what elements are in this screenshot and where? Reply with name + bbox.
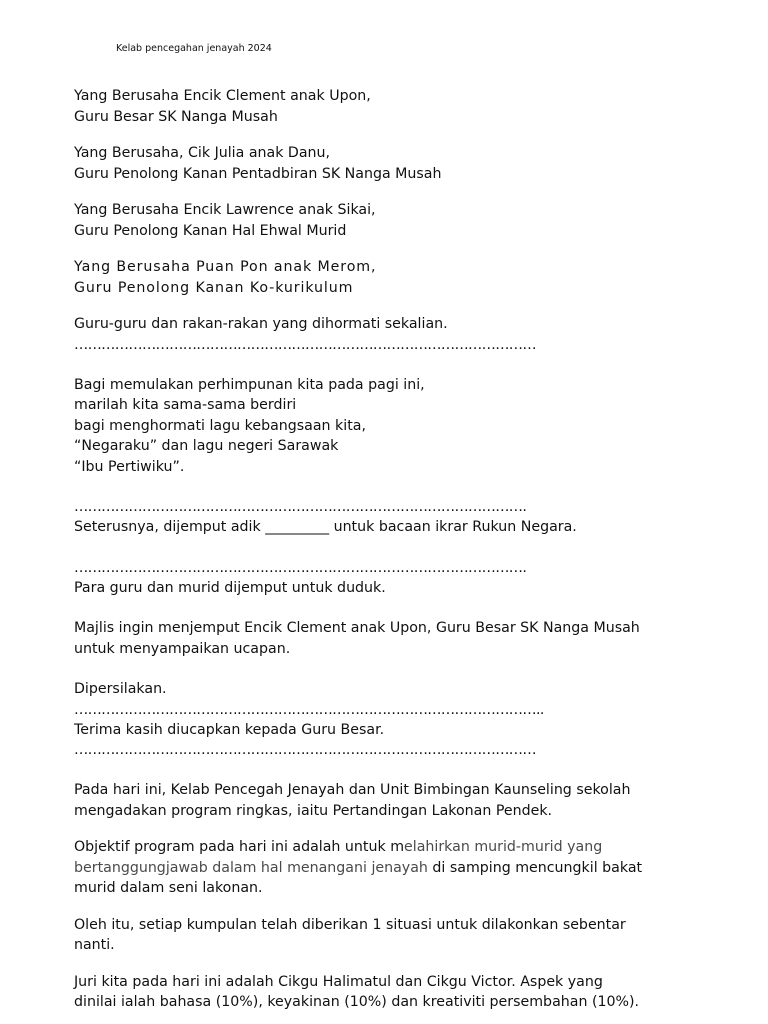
- dotted-separator: …………………………………………………………………………………………: [74, 742, 536, 758]
- dipersilakan-line: Dipersilakan.: [74, 681, 167, 697]
- sit-down-line: Para guru dan murid dijemput untuk duduk.: [74, 579, 386, 596]
- rukun-negara-line: Seterusnya, dijemput adik _________ untuk bacaan ikrar Rukun Negara.: [74, 519, 577, 535]
- greeting-hem-title: Guru Penolong Kanan Hal Ehwal Murid: [74, 222, 347, 239]
- greeting-admin-name: Yang Berusaha, Cik Julia anak Danu,: [74, 145, 331, 161]
- greeting-headmaster-name: Yang Berusaha Encik Clement anak Upon,: [74, 88, 371, 104]
- objective-highlight: bertanggungjawab dalam hal menangani jenayah: [74, 859, 428, 876]
- invite-speech-line: untuk menyampaikan ucapan.: [74, 640, 291, 657]
- objective-text: di samping mencungkil bakat: [427, 859, 643, 876]
- teachers-greeting: Guru-guru dan rakan-rakan yang dihormati sekalian.: [74, 316, 448, 332]
- anthem-line: Bagi memulakan perhimpunan kita pada pagi ini,: [74, 376, 425, 393]
- situation-line: Oleh itu, setiap kumpulan telah diberikan 1 situasi untuk dilakonkan sebentar: [74, 916, 626, 933]
- objective-line: [74, 837, 734, 858]
- dotted-separator: …………………………………………………………………………………………..: [74, 701, 544, 718]
- greeting-headmaster-title: Guru Besar SK Nanga Musah: [74, 108, 278, 125]
- greeting-koko-title: Guru Penolong Kanan Ko-kurikulum: [74, 279, 354, 296]
- dotted-separator: ……………………………………………………………………………………….: [74, 499, 527, 515]
- dotted-separator: …………………………………………………………………………………………: [74, 336, 536, 353]
- program-line: mengadakan program ringkas, iaitu Pertandingan Lakonan Pendek.: [74, 802, 553, 819]
- objective-line: murid dalam seni lakonan.: [74, 880, 263, 896]
- greeting-admin-title: Guru Penolong Kanan Pentadbiran SK Nanga Musah: [74, 165, 442, 182]
- judges-line: dinilai ialah bahasa (10%), keyakinan (10%) dan kreativiti persembahan (10%).: [74, 994, 640, 1010]
- anthem-line: “Ibu Pertiwiku”.: [74, 458, 185, 475]
- anthem-line: bagi menghormati lagu kebangsaan kita,: [74, 417, 366, 434]
- objective-line: [74, 858, 734, 879]
- document-header: Kelab pencegahan jenayah 2024: [116, 43, 272, 54]
- greeting-koko-name: Yang Berusaha Puan Pon anak Merom,: [74, 259, 377, 275]
- anthem-line: marilah kita sama-sama berdiri: [74, 397, 297, 413]
- objective-text: Objektif program pada hari ini adalah untuk m: [74, 839, 405, 855]
- thanks-line: Terima kasih diucapkan kepada Guru Besar.: [74, 721, 385, 738]
- dotted-separator: ……………………………………………………………………………………….: [74, 559, 527, 576]
- objective-highlight: elahirkan murid-murid yang: [404, 839, 603, 855]
- document-body: [74, 86, 734, 1013]
- anthem-line: “Negaraku” dan lagu negeri Sarawak: [74, 438, 339, 454]
- invite-speech-line: Majlis ingin menjemput Encik Clement anak Upon, Guru Besar SK Nanga Musah: [74, 620, 640, 636]
- situation-line: nanti.: [74, 937, 115, 953]
- greeting-hem-name: Yang Berusaha Encik Lawrence anak Sikai,: [74, 202, 376, 218]
- judges-line: Juri kita pada hari ini adalah Cikgu Halimatul dan Cikgu Victor. Aspek yang: [74, 973, 603, 990]
- program-line: Pada hari ini, Kelab Pencegah Jenayah dan Unit Bimbingan Kaunseling sekolah: [74, 782, 631, 798]
